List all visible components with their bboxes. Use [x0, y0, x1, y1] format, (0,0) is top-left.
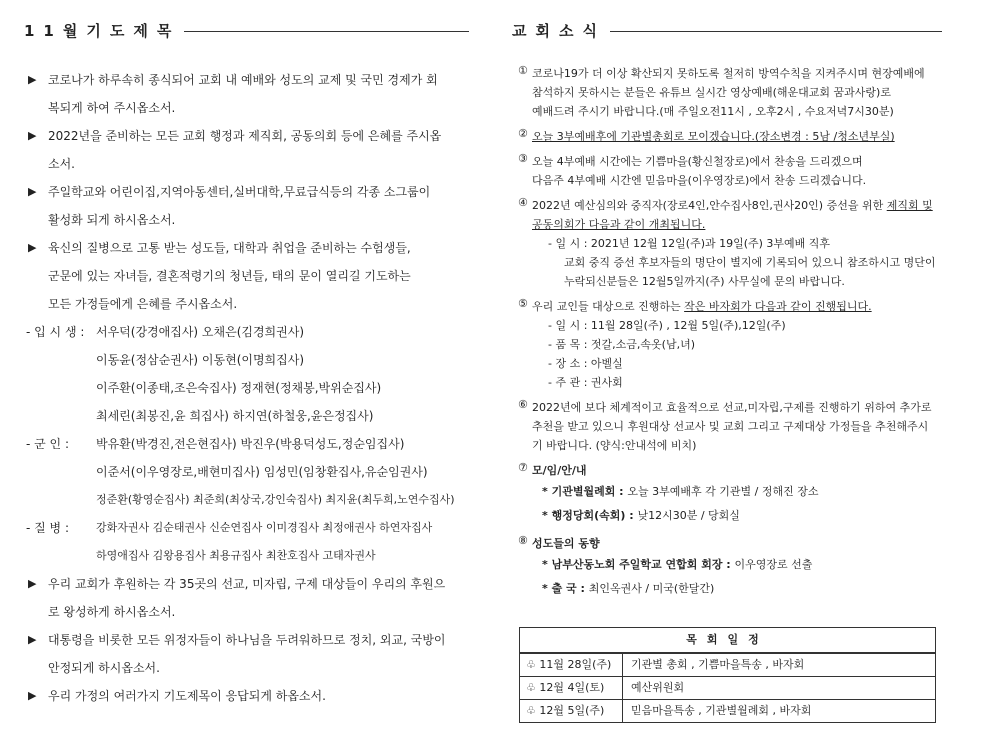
group-label: - 군 인 :	[26, 437, 70, 451]
pastoral-schedule-table	[519, 627, 936, 723]
meeting-key: * 기관별월례회 :	[542, 485, 628, 498]
prayer-item	[24, 122, 469, 178]
news-line: 코로나19가 더 이상 확산되지 못하도록 철저히 방역수칙을 지켜주시며 현장예배에	[532, 67, 925, 80]
news-line	[532, 196, 942, 215]
schedule-date: ♧ 12월 5일(주)	[520, 700, 623, 722]
prayer-item	[24, 682, 469, 710]
group-label: - 질 병 :	[26, 521, 70, 535]
item-number: ⑤	[518, 297, 528, 310]
news-line: 추천을 받고 있으니 후원대상 선교사 및 교회 그리고 구제대상 가정들을 추천해주시	[532, 420, 929, 433]
church-news-header	[512, 16, 942, 44]
trend-key: * 남부산동노회 주일학교 연합회 회장 :	[542, 558, 735, 571]
news-subline: - 일 시 : 2021년 12월 12일(주)과 19일(주) 3부예배 직후	[548, 237, 831, 250]
prayer-line: 우리 교회가 후원하는 각 35곳의 선교, 미자립, 구제 대상들이 우리의 후원으	[48, 577, 446, 591]
meeting-value: 낮12시30분 / 당회실	[637, 509, 740, 522]
schedule-desc: 기관별 총회 , 기쁨마을특송 , 바자회	[631, 658, 805, 671]
item-number: ⑧	[518, 534, 528, 547]
news-line: 공동의회가 다음과 같이 개최됩니다.	[532, 218, 706, 231]
prayer-line: 대통령을 비롯한 모든 위정자들이 하나님을 두려워하므로 정치, 외교, 국방이	[48, 633, 446, 647]
trend-value: 최인옥권사 / 미국(한달간)	[588, 582, 715, 595]
schedule-desc: 믿음마을특송 , 기관별월례회 , 바자회	[631, 704, 812, 717]
news-line: 성도들의 동향	[532, 537, 600, 550]
header-rule	[610, 31, 942, 32]
name-groups	[24, 318, 469, 570]
triangle-bullet-icon: ▶	[28, 241, 37, 254]
group-line: 이준서(이우영장로,배현미집사) 임성민(임창환집사,유순임권사)	[96, 465, 428, 479]
news-subline: - 주 관 : 권사회	[548, 376, 623, 389]
news-line: 오늘 3부예배후에 기관별총회로 모이겠습니다.(장소변경 : 5남 /청소년부실)	[532, 130, 895, 143]
trend-key: * 출 국 :	[542, 582, 589, 595]
item-number: ⑥	[518, 398, 528, 411]
prayer-line: 2022년을 준비하는 모든 교회 행정과 제직회, 공동의회 등에 은혜를 주시옵	[48, 129, 442, 143]
news-text-underlined: 작은 바자회가 다음과 같이 진행됩니다.	[684, 300, 872, 313]
group-line: 박유환(박경진,전은현집사) 박진우(박용덕성도,정순임집사)	[96, 437, 405, 451]
triangle-bullet-icon: ▶	[28, 73, 37, 86]
news-list	[512, 64, 942, 601]
news-item-5	[512, 297, 942, 392]
news-item-7	[512, 461, 942, 528]
schedule-desc: 예산위원회	[631, 681, 685, 694]
prayer-line: 주일학교와 어린이집,지역아동센터,실버대학,무료급식등의 각종 소그룹이	[48, 185, 431, 199]
prayer-item	[24, 66, 469, 122]
table-row	[520, 653, 935, 676]
schedule-title: 목회일정	[520, 628, 935, 653]
group-soldiers	[24, 430, 469, 514]
news-subline: - 일 시 : 11월 28일(주) , 12월 5일(주),12일(주)	[548, 319, 786, 332]
group-label: - 입 시 생 :	[26, 325, 85, 339]
schedule-date: ♧ 12월 4일(토)	[520, 677, 623, 699]
news-text: 2022년 예산심의와 중직자(장로4인,안수집사8인,권사20인) 증선을 위한	[532, 199, 887, 212]
item-number: ③	[518, 152, 528, 165]
item-number: ④	[518, 196, 528, 209]
meeting-value: 오늘 3부예배후 각 기관별 / 정해진 장소	[627, 485, 819, 498]
news-subline: - 장 소 : 아벨실	[548, 357, 623, 370]
news-subline: 누락되신분들은 12월5일까지(주) 사무실에 문의 바랍니다.	[564, 275, 845, 288]
item-number: ②	[518, 127, 528, 140]
prayer-topics-title: 11월기도제목	[24, 21, 181, 40]
meeting-key: * 행정당회(속회) :	[542, 509, 638, 522]
group-line: 정준환(황영순집사) 최준희(최상국,강인숙집사) 최지윤(최두희,노연수집사)	[96, 493, 455, 506]
prayer-item	[24, 234, 469, 318]
item-number: ⑦	[518, 461, 528, 474]
prayer-line: 군문에 있는 자녀들, 결혼적령기의 청년들, 태의 문이 열리길 기도하는	[48, 269, 411, 283]
news-item-1	[512, 64, 942, 121]
prayer-line: 육신의 질병으로 고통 받는 성도들, 대학과 취업을 준비하는 수험생들,	[48, 241, 411, 255]
news-subline: - 품 목 : 젓갈,소금,속옷(남,녀)	[548, 338, 695, 351]
schedule-date: ♧ 11월 28일(주)	[520, 654, 623, 676]
church-news-column	[512, 0, 942, 607]
news-line: 모/임/안/내	[532, 464, 587, 477]
church-news-title: 교회소식	[512, 21, 606, 40]
news-line: 오늘 4부예배 시간에는 기쁨마을(황신철장로)에서 찬송을 드리겠으며	[532, 155, 863, 168]
triangle-bullet-icon: ▶	[28, 577, 37, 590]
prayer-line: 안정되게 하시옵소서.	[48, 661, 160, 675]
table-row	[520, 676, 935, 699]
triangle-bullet-icon: ▶	[28, 129, 37, 142]
news-item-6	[512, 398, 942, 455]
group-line: 이주환(이종태,조은숙집사) 정재현(정채봉,박위순집사)	[96, 381, 382, 395]
meeting-line	[532, 480, 942, 504]
triangle-bullet-icon: ▶	[28, 689, 37, 702]
group-line: 이동윤(정삼순권사) 이동현(이명희집사)	[96, 353, 305, 367]
news-text: 우리 교인들 대상으로 진행하는	[532, 300, 685, 313]
prayer-line: 활성화 되게 하시옵소서.	[48, 213, 176, 227]
prayer-line: 소서.	[48, 157, 75, 171]
news-subline: 교회 중직 증선 후보자들의 명단이 별지에 기록되어 있으니 참조하시고 명단이	[564, 256, 936, 269]
table-row	[520, 699, 935, 722]
triangle-bullet-icon: ▶	[28, 633, 37, 646]
news-line: 2022년에 보다 체계적이고 효율적으로 선교,미자립,구제를 진행하기 위하여 추가로	[532, 401, 932, 414]
news-item-2	[512, 127, 942, 146]
news-line: 다음주 4부예배 시간엔 믿음마을(이우영장로)에서 찬송 드리겠습니다.	[532, 174, 867, 187]
news-line: 기 바랍니다. (양식:안내석에 비치)	[532, 439, 697, 452]
news-item-3	[512, 152, 942, 190]
item-number: ①	[518, 64, 528, 77]
news-line	[532, 297, 942, 316]
meeting-line	[532, 504, 942, 528]
prayer-line: 코로나가 하루속히 종식되어 교회 내 예배와 성도의 교제 및 국민 경제가 회	[48, 73, 438, 87]
prayer-line: 복되게 하여 주시옵소서.	[48, 101, 176, 115]
prayer-line: 로 왕성하게 하시옵소서.	[48, 605, 176, 619]
prayer-item	[24, 626, 469, 682]
prayer-topics-column	[24, 0, 469, 710]
prayer-line: 우리 가정의 여러가지 기도제목이 응답되게 하옵소서.	[48, 689, 326, 703]
group-illness	[24, 514, 469, 570]
news-line: 예배드려 주시기 바랍니다.(매 주일오전11시 , 오후2시 , 수요저녁7시30분)	[532, 105, 894, 118]
prayer-topics-header	[24, 16, 469, 44]
header-rule	[184, 31, 469, 32]
trend-value: 이우영장로 선출	[734, 558, 813, 571]
trend-line	[532, 577, 942, 601]
group-line: 최세린(최봉진,윤 희집사) 하지연(하철웅,윤은정집사)	[96, 409, 374, 423]
prayer-line: 모든 가정들에게 은혜를 주시옵소서.	[48, 297, 238, 311]
news-item-8	[512, 534, 942, 601]
prayer-item	[24, 570, 469, 626]
prayer-item	[24, 178, 469, 234]
news-line: 참석하지 못하시는 분들은 유튜브 실시간 영상예배(해운대교회 꿈과사랑)로	[532, 86, 891, 99]
group-line: 강화자권사 김순태권사 신순연집사 이미경집사 최정애권사 하연자집사	[96, 521, 433, 534]
prayer-list	[24, 66, 469, 710]
news-text-underlined: 제직회 및	[886, 199, 933, 212]
trend-line	[532, 553, 942, 577]
group-line: 서우덕(강경애집사) 오채은(김경희권사)	[96, 325, 305, 339]
news-item-4	[512, 196, 942, 291]
triangle-bullet-icon: ▶	[28, 185, 37, 198]
group-line: 하영애집사 김왕용집사 최용규집사 최찬호집사 고태자권사	[96, 549, 376, 562]
group-exam-students	[24, 318, 469, 430]
